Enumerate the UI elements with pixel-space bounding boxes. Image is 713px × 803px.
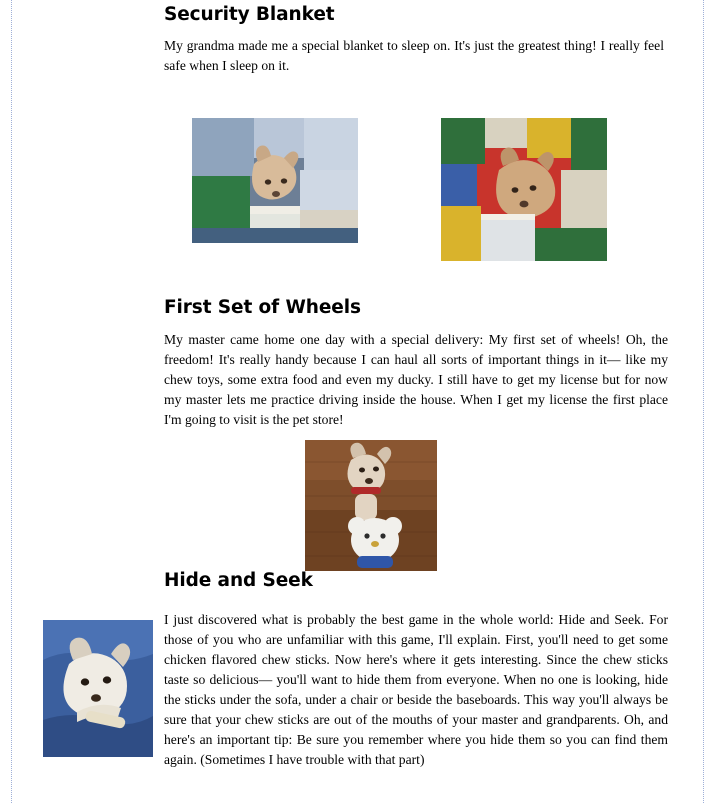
section-paragraph-first-set-of-wheels: My master came home one day with a special delivery: My first set of wheels! Oh, the freedom! It's really handy because I can haul all sorts of important things in it— like my chew toys, some extra food and even my ducky. I still have to get my license but for now my master lets me practice driving inside the house. When I get my license the first place I'm going to visit is the pet store!	[164, 332, 668, 427]
section-paragraph-hide-and-seek: I just discovered what is probably the best game in the whole world: Hide and Seek. For those of you who are unfamiliar with this game, I'll explain. First, you'll need to get some chicken flavored chew sticks. Now here's where it gets interesting. Since the chew sticks taste so delicious— you'll want to hide them from everyone. When no one is looking, hide the sticks under the sofa, under a chair or beside the baseboards. This way you'll always be sure that your chew sticks are out of the mouths of your master and grandparents. Oh, and here's an important tip: Be sure you remember where you hide them so you can find them again. (Sometimes I have trouble with that part)	[164, 612, 668, 767]
puppy-sleeping-on-patchwork-blanket-photo	[192, 118, 358, 243]
puppy-curled-on-quilt-photo	[441, 118, 607, 261]
section-heading-first-set-of-wheels: First Set of Wheels	[164, 297, 361, 318]
section-heading-hide-and-seek: Hide and Seek	[164, 570, 313, 591]
puppy-in-toy-wagon-photo	[305, 440, 437, 571]
section-heading-security-blanket: Security Blanket	[164, 4, 335, 25]
section-paragraph-security-blanket: My grandma made me a special blanket to sleep on. It's just the greatest thing! I really feel safe when I sleep on it.	[164, 38, 664, 73]
puppy-with-chew-stick-on-blue-blanket-photo	[43, 620, 153, 757]
